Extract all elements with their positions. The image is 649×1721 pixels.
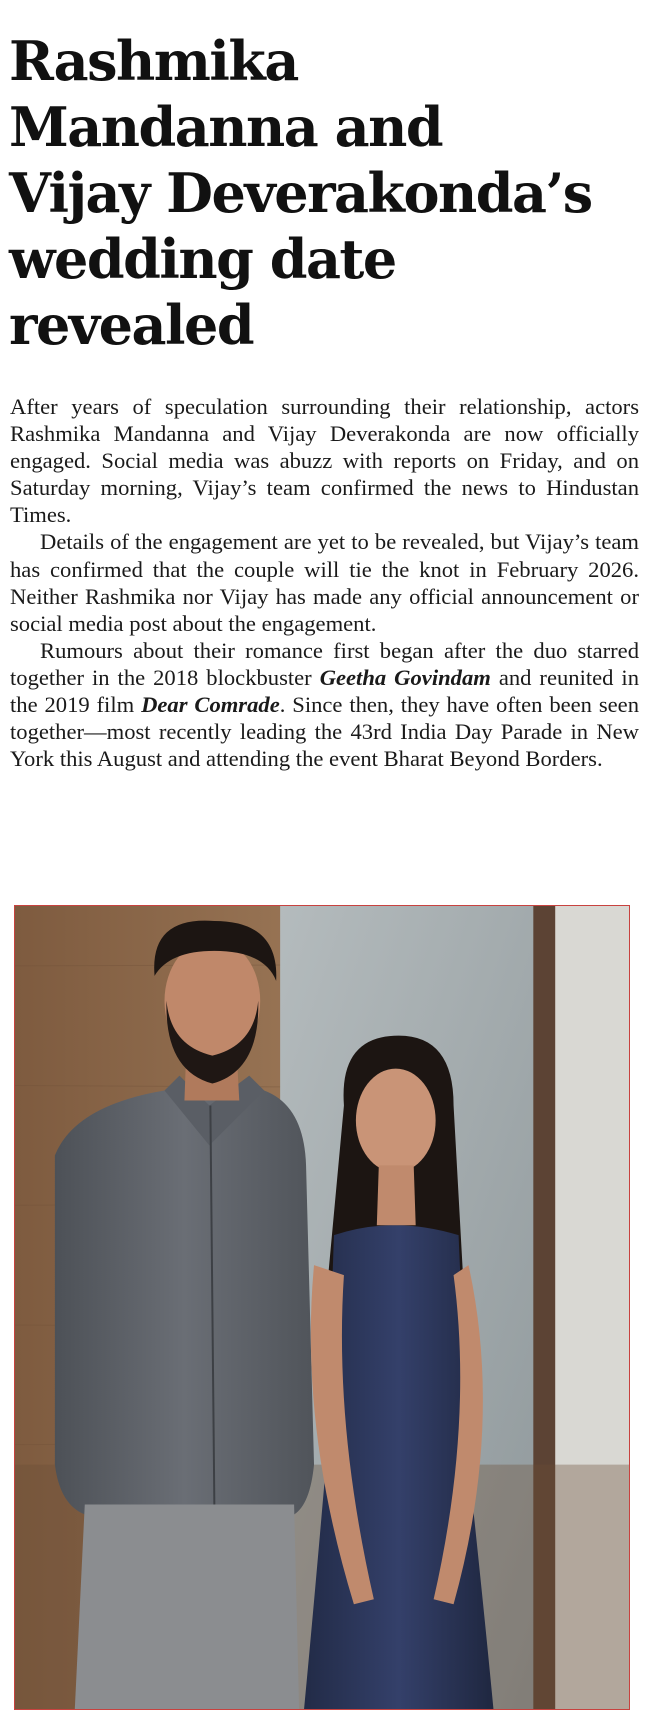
headline: [9, 28, 639, 358]
film-title-dear-comrade: Dear Comrade: [141, 692, 280, 718]
man-shirt: [55, 1081, 314, 1515]
headline-line: Vijay Deverakonda’s: [9, 161, 592, 225]
headline-line: revealed: [9, 293, 254, 357]
film-title-geetha-govindam: Geetha Govindam: [319, 664, 491, 690]
paragraph-3-text: and reunited in the 2019 film: [10, 664, 639, 718]
couple-photo-illustration: [15, 906, 629, 1709]
paragraph-3: [10, 637, 639, 772]
woman-face: [356, 1069, 436, 1173]
paragraph-2: Details of the engagement are yet to be revealed, but Vijay’s team has confirmed that the couple will tie the knot in February 2026. Neither Rashmika nor Vijay has made any official announcement or social media post about the engagement.: [10, 529, 639, 636]
paragraph-3-text: Rumours about their romance first began after the duo starred together in the 2018 blockbuster: [10, 637, 639, 690]
headline-line: Mandanna and: [9, 95, 443, 159]
man-trousers: [75, 1505, 299, 1709]
paragraph-1: After years of speculation surrounding their relationship, actors Rashmika Mandanna and Vijay Deverakonda are now officially engaged. Social media was abuzz with reports on Friday, and on Saturday morning, Vijay’s team confirmed the news to Hindustan Times.: [10, 394, 639, 528]
article-body: [10, 393, 639, 772]
paragraph-3-text: . Since then, they have often been seen together—most recently leading the 43rd India Day Parade in New York this August and attending the event Bharat Beyond Borders.: [10, 692, 639, 772]
couple-photo: [14, 905, 630, 1710]
headline-line: Rashmika: [9, 29, 298, 93]
headline-line: wedding date: [9, 227, 396, 291]
woman-neck: [377, 1165, 416, 1225]
